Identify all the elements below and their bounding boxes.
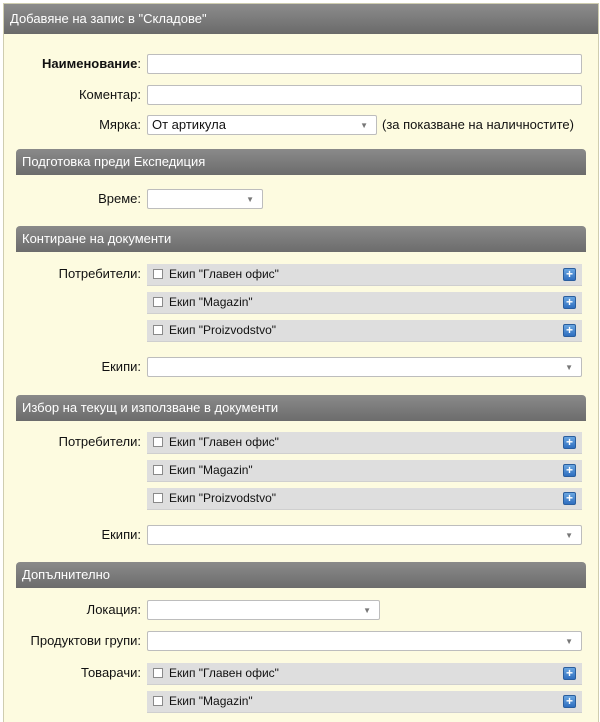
team-label: Екип "Proizvodstvo" <box>169 491 277 505</box>
current-team-row[interactable] <box>147 460 582 482</box>
plus-icon[interactable]: + <box>563 695 576 708</box>
checkbox-icon[interactable] <box>153 269 163 279</box>
name-label: Наименование: <box>42 56 141 71</box>
chevron-down-icon: ▼ <box>363 606 371 615</box>
chevron-down-icon: ▼ <box>565 363 573 372</box>
checkbox-icon[interactable] <box>153 437 163 447</box>
section-prep-title: Подготовка преди Експедиция <box>16 149 586 175</box>
current-teams-label: Екипи: <box>101 527 141 542</box>
team-label: Екип "Magazin" <box>169 694 253 708</box>
measure-label: Мярка: <box>99 117 141 132</box>
measure-hint: (за показване на наличностите) <box>382 117 574 132</box>
team-label: Екип "Главен офис" <box>169 267 279 281</box>
plus-icon[interactable]: + <box>563 268 576 281</box>
comment-label: Коментар: <box>78 87 141 102</box>
docs-team-row[interactable] <box>147 320 582 342</box>
chevron-down-icon: ▼ <box>565 637 573 646</box>
groups-label: Продуктови групи: <box>30 633 141 648</box>
groups-select[interactable] <box>147 631 582 651</box>
team-label: Екип "Главен офис" <box>169 666 279 680</box>
section-docs-title: Контиране на документи <box>16 226 586 252</box>
plus-icon[interactable]: + <box>563 464 576 477</box>
measure-select-value: От артикула <box>152 117 226 132</box>
time-select[interactable] <box>147 189 263 209</box>
team-label: Екип "Proizvodstvo" <box>169 323 277 337</box>
team-label: Екип "Magazin" <box>169 463 253 477</box>
plus-icon[interactable]: + <box>563 436 576 449</box>
section-extra-title: Допълнително <box>16 562 586 588</box>
team-label: Екип "Главен офис" <box>169 435 279 449</box>
chevron-down-icon: ▼ <box>360 121 368 130</box>
location-label: Локация: <box>86 602 141 617</box>
plus-icon[interactable]: + <box>563 492 576 505</box>
checkbox-icon[interactable] <box>153 668 163 678</box>
docs-teams-select[interactable] <box>147 357 582 377</box>
location-select[interactable] <box>147 600 380 620</box>
checkbox-icon[interactable] <box>153 696 163 706</box>
docs-team-row[interactable] <box>147 292 582 314</box>
checkbox-icon[interactable] <box>153 325 163 335</box>
checkbox-icon[interactable] <box>153 493 163 503</box>
loaders-label: Товарачи: <box>81 665 141 680</box>
time-label: Време: <box>98 191 141 206</box>
name-input[interactable] <box>147 54 582 74</box>
current-users-label: Потребители: <box>58 434 141 449</box>
loaders-team-row[interactable] <box>147 663 582 685</box>
docs-team-row[interactable] <box>147 264 582 286</box>
team-label: Екип "Magazin" <box>169 295 253 309</box>
docs-teams-label: Екипи: <box>101 359 141 374</box>
checkbox-icon[interactable] <box>153 465 163 475</box>
page-title: Добавяне на запис в "Складове" <box>4 4 598 34</box>
chevron-down-icon: ▼ <box>565 531 573 540</box>
checkbox-icon[interactable] <box>153 297 163 307</box>
section-current-title: Избор на текущ и използване в документи <box>16 395 586 421</box>
current-teams-select[interactable] <box>147 525 582 545</box>
measure-select[interactable] <box>147 115 377 135</box>
chevron-down-icon: ▼ <box>246 195 254 204</box>
current-team-row[interactable] <box>147 488 582 510</box>
loaders-team-row[interactable] <box>147 691 582 713</box>
plus-icon[interactable]: + <box>563 667 576 680</box>
docs-users-label: Потребители: <box>58 266 141 281</box>
comment-input[interactable] <box>147 85 582 105</box>
plus-icon[interactable]: + <box>563 324 576 337</box>
form-panel <box>3 3 599 722</box>
current-team-row[interactable] <box>147 432 582 454</box>
plus-icon[interactable]: + <box>563 296 576 309</box>
